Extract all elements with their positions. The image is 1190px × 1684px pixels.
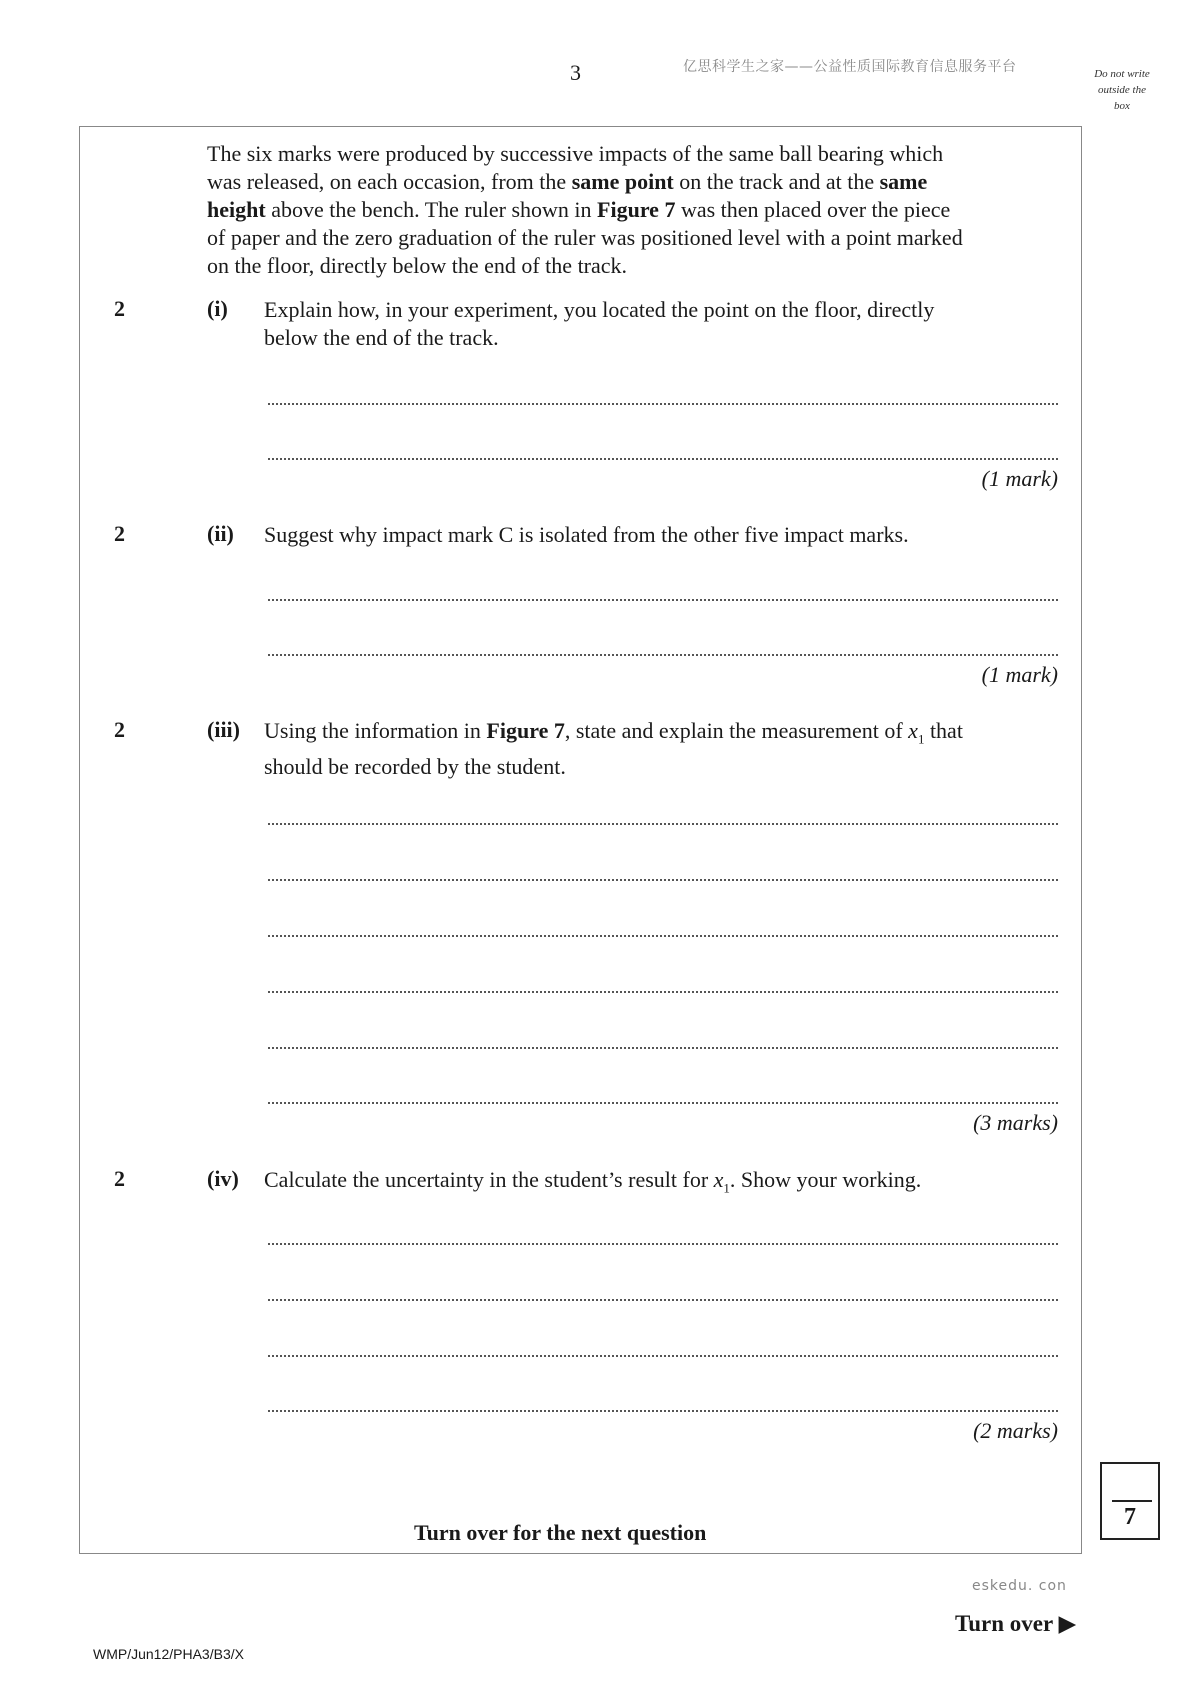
- intro-line: was released, on each occasion, from the same point on the track and at the same: [207, 169, 928, 194]
- answer-line[interactable]: [268, 1353, 1058, 1357]
- answer-line[interactable]: [268, 1297, 1058, 1301]
- answer-line[interactable]: [268, 652, 1058, 656]
- question-part: (iii): [207, 717, 240, 742]
- question-number: 2: [114, 1166, 125, 1191]
- score-divider: [1112, 1500, 1152, 1502]
- answer-line[interactable]: [268, 1100, 1058, 1104]
- question-text: Explain how, in your experiment, you located the point on the floor, directly below the end of the track.: [264, 297, 935, 350]
- question-text: Calculate the uncertainty in the student’s result for $x_1$. Show your working.: [264, 1167, 922, 1196]
- margin-note-line: Do not write: [1094, 68, 1150, 80]
- mark-allocation: (3 marks): [973, 1110, 1058, 1135]
- question-text: Using the information in Figure 7, state and explain the measurement of $x_1$ that should be recorded by the student.: [264, 718, 963, 780]
- intro-line: The six marks were produced by successive impacts of the same ball bearing which: [207, 141, 944, 166]
- question-text: Suggest why impact mark C is isolated from the other five impact marks.: [264, 522, 909, 547]
- answer-line[interactable]: [268, 1241, 1058, 1245]
- question-number: 2: [114, 717, 125, 742]
- intro-paragraph: [207, 140, 1057, 280]
- header-watermark: 亿思科学生之家——公益性质国际教育信息服务平台: [683, 59, 1017, 75]
- page-score-box: [1100, 1462, 1160, 1540]
- question-part: (i): [207, 296, 228, 321]
- turn-over-label: Turn over ▶: [955, 1611, 1077, 1636]
- intro-line: height above the bench. The ruler shown in Figure 7 was then placed over the piece: [207, 197, 951, 222]
- next-question-note: Turn over for the next question: [414, 1520, 707, 1545]
- answer-line[interactable]: [268, 456, 1058, 460]
- paper-code: WMP/Jun12/PHA3/B3/X: [93, 1646, 244, 1662]
- margin-note: [1080, 66, 1164, 114]
- intro-line: of paper and the zero graduation of the ruler was positioned level with a point marked: [207, 225, 963, 250]
- answer-line[interactable]: [268, 821, 1058, 825]
- answer-line[interactable]: [268, 1408, 1058, 1412]
- footer-watermark: eskedu. con: [972, 1578, 1067, 1594]
- page-number: 3: [570, 60, 581, 85]
- answer-line[interactable]: [268, 933, 1058, 937]
- question-number: 2: [114, 521, 125, 546]
- answer-line[interactable]: [268, 401, 1058, 405]
- question-part: (ii): [207, 521, 234, 546]
- answer-line[interactable]: [268, 989, 1058, 993]
- answer-line[interactable]: [268, 877, 1058, 881]
- margin-note-line: outside the: [1098, 84, 1146, 96]
- answer-line[interactable]: [268, 597, 1058, 601]
- answer-line[interactable]: [268, 1045, 1058, 1049]
- margin-note-line: box: [1114, 100, 1130, 112]
- mark-allocation: (1 mark): [981, 466, 1058, 491]
- question-part: (iv): [207, 1166, 239, 1191]
- intro-line: on the floor, directly below the end of the track.: [207, 253, 628, 278]
- mark-allocation: (2 marks): [973, 1418, 1058, 1443]
- question-number: 2: [114, 296, 125, 321]
- page-score: 7: [1124, 1504, 1136, 1530]
- mark-allocation: (1 mark): [981, 662, 1058, 687]
